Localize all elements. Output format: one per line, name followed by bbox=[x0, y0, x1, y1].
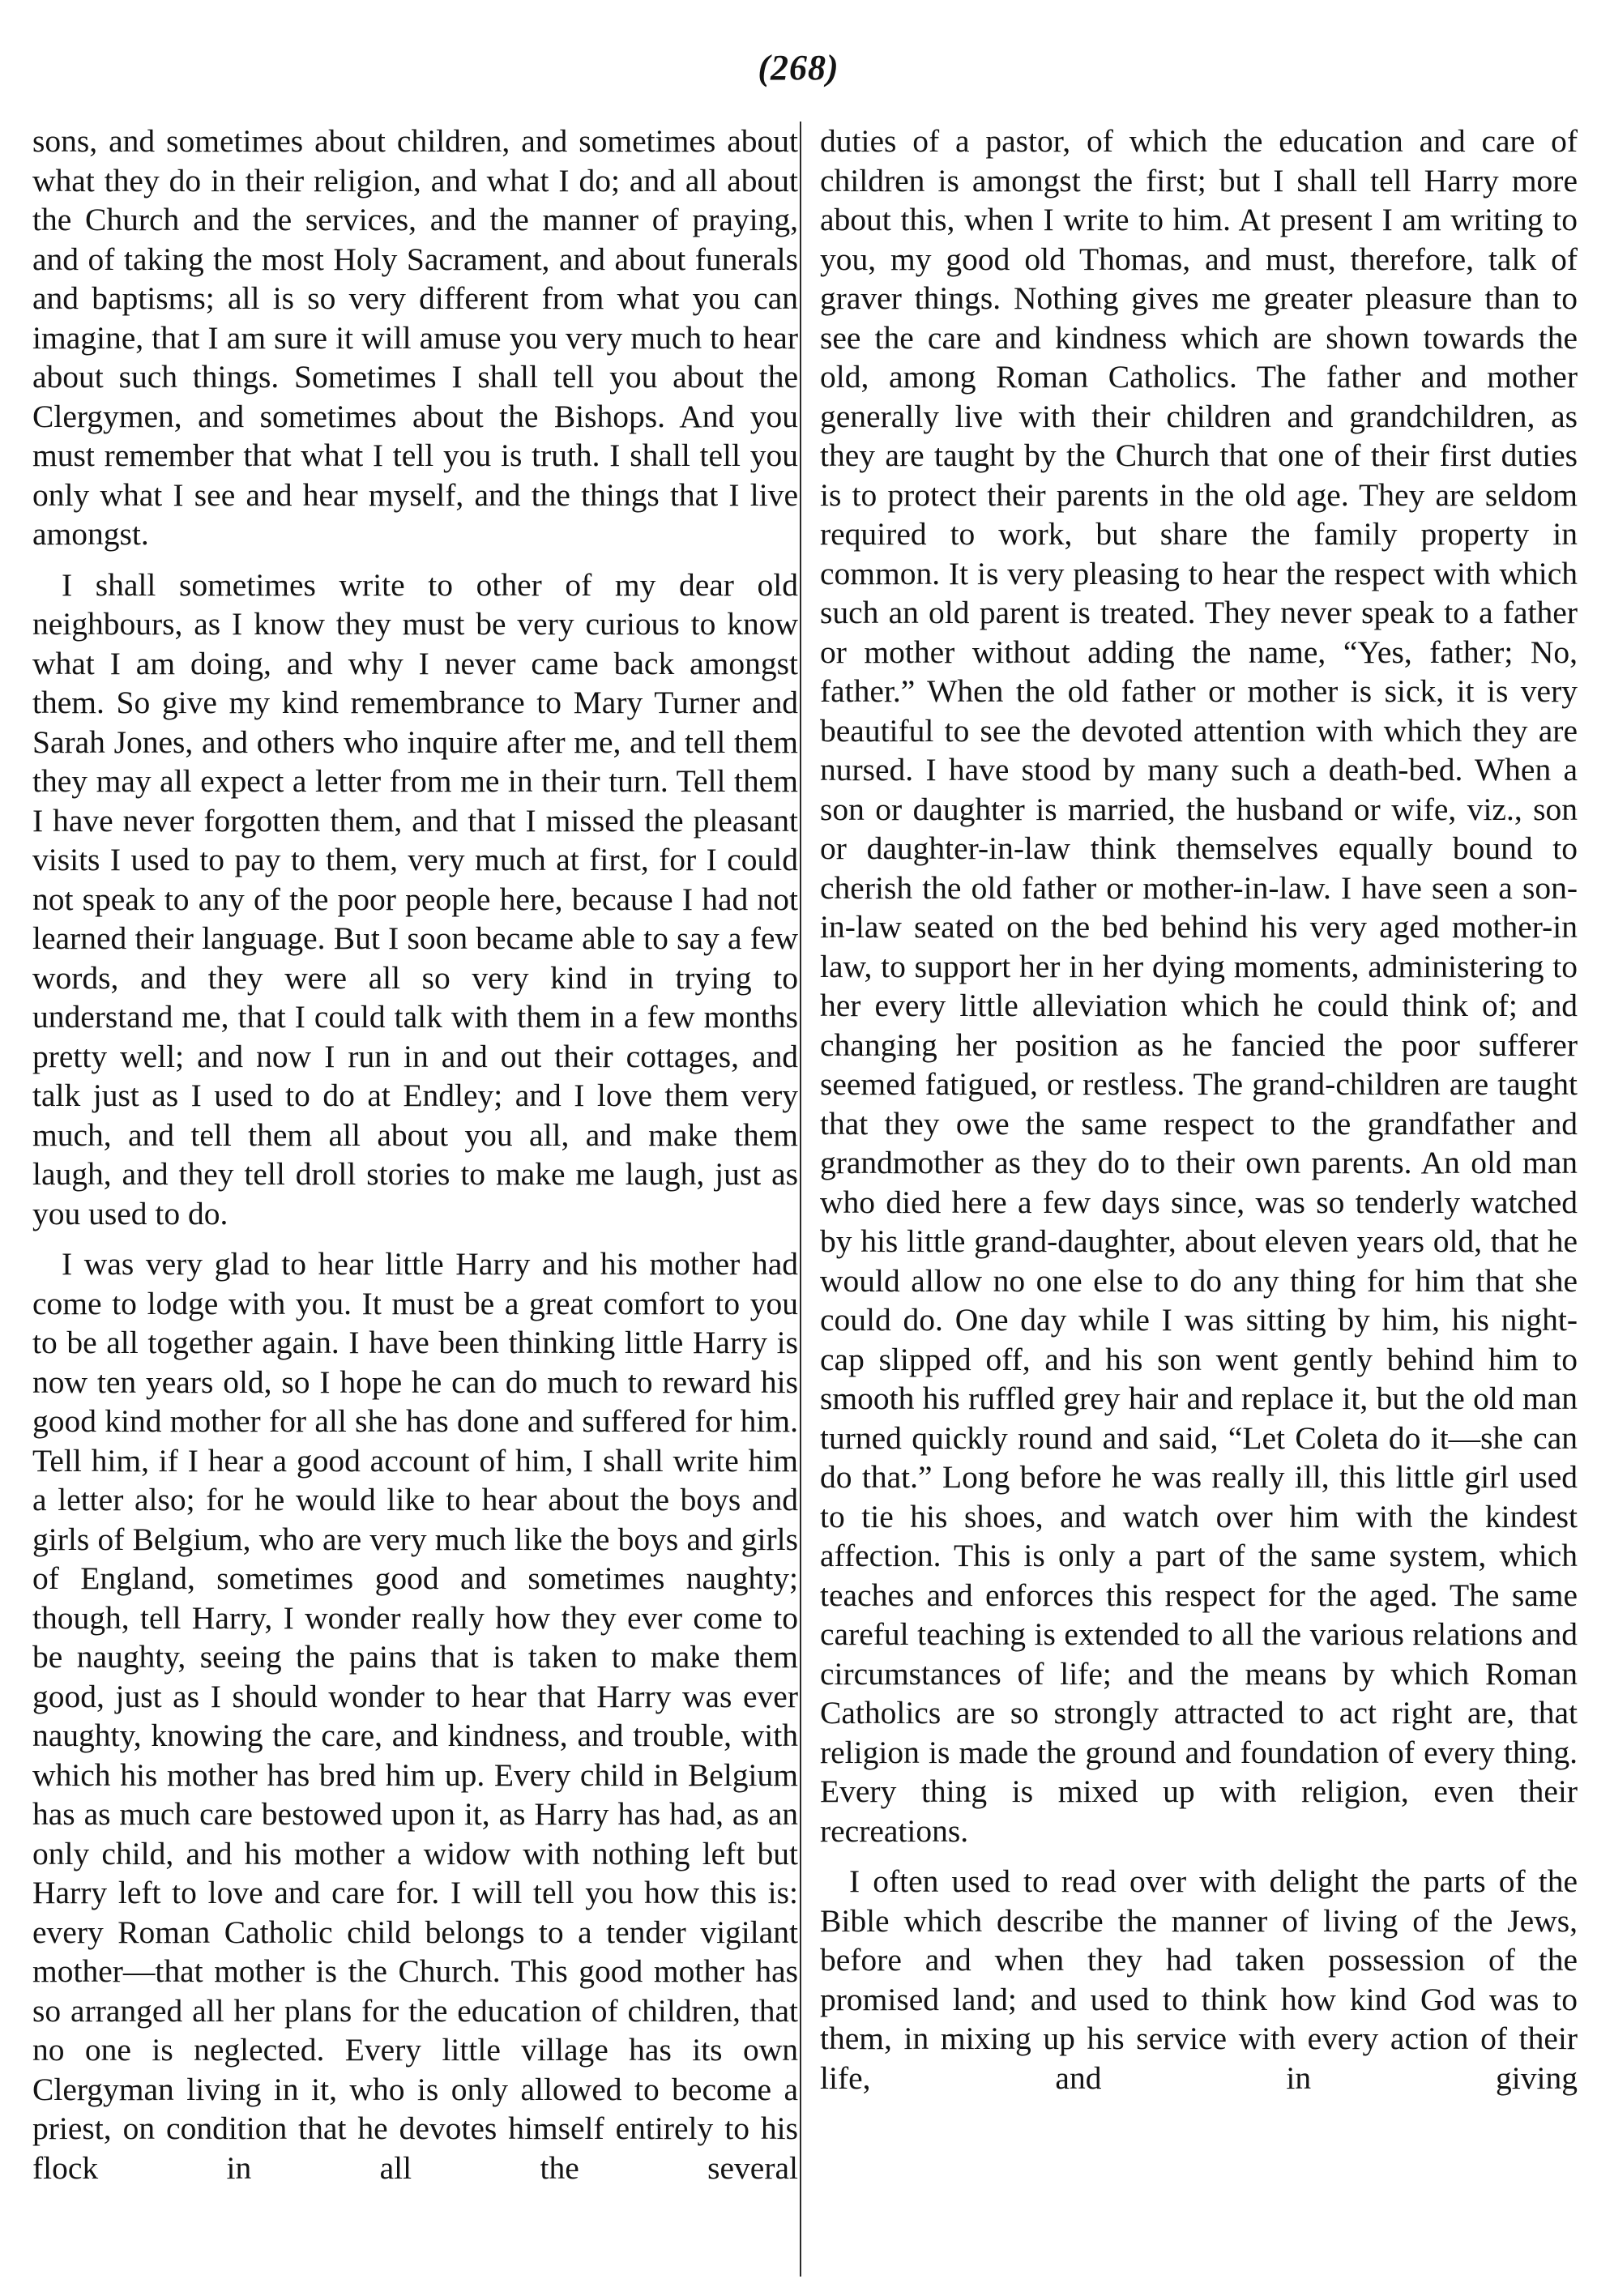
page-number: (268) bbox=[758, 48, 839, 87]
paragraph: I was very glad to hear little Harry and his mother had come to lodge with you. It must be a great comfort to you to be all together again. I have been thinking little Harry is now ten years old, so I hope he can do much to reward his good kind mother for all she has done and suffered for him. Tell him, if I hear a good account of him, I shall write him a letter also; for he would like to hear about the boys and girls of Belgium, who are very much like the boys and girls of England, sometimes good and sometimes naughty; though, tell Harry, I wonder really how they ever come to be naughty, seeing the pains that is taken to make them good, just as I should wonder to hear that Harry was ever naughty, knowing the care, and kindness, and trouble, with which his mother has bred him up. Every child in Belgium has as much care bestowed upon it, as Harry has had, as an only child, and his mother a widow with nothing left but Harry left to love and care for. I will tell you how this is: every Roman Catholic child belongs to a tender vigilant mother—that mother is the Church. This good mother has so arranged all her plans for the education of children, that no one is neglected. Every little village has its own Clergyman living in it, who is only allowed to become a priest, on condition that he devotes himself entirely to his flock in all the several bbox=[32, 1246, 798, 2186]
paragraph: I shall sometimes write to other of my dear old neighbours, as I know they must be very curious to know what I am doing, and why I never came back amongst them. So give my kind remembrance to Mary Turner and Sarah Jones, and others who inquire after me, and tell them they may all expect a letter from me in their turn. Tell them I have never forgotten them, and that I missed the pleasant visits I used to pay to them, very much at first, for I could not speak to any of the poor people here, because I had not learned their language. But I soon became able to say a few words, and they were all so very kind in trying to understand me, that I could talk with them in a few months pretty well; and now I run in and out their cottages, and talk just as I used to do at Endley; and I love them very much, and tell them all about you all, and make them laugh, and they tell droll stories to make me laugh, just as you used to do. bbox=[32, 566, 798, 1231]
paragraph: I often used to read over with delight the parts of the Bible which describe the manner of living of the Jews, before and when they had taken possession of the promised land; and used to think how kind God was to them, in mixing up his service with every action of their life, and in giving bbox=[820, 1863, 1578, 2096]
paragraph: duties of a pastor, of which the education and care of children is amongst the first; but I shall tell Harry more about this, when I write to him. At present I am writing to you, my good old Thomas, and must, therefore, talk of graver things. Nothing gives me greater pleasure than to see the care and kindness which are shown towards the old, among Roman Catholics. The father and mother generally live with their children and grandchildren, as they are taught by the Church that one of their first duties is to protect their parents in the old age. They are seldom required to work, but share the family property in common. It is very pleasing to hear the respect with which such an old parent is treated. They never speak to a father or mother without adding the name, “Yes, father; No, father.” When the old father or mother is sick, it is very beautiful to see the devoted attention with which they are nursed. I have stood by many such a death-bed. When a son or daughter is married, the husband or wife, viz., son or daughter-in-law think themselves equally bound to cherish the old father or mother-in-law. I have seen a son-in-law seated on the bed behind his very aged mother-in law, to support her in her dying moments, administering to her every little alleviation which he could think of; and changing her position as he fancied the poor sufferer seemed fatigued, or restless. The grand-children are taught that they owe the same respect to the grandfather and grandmother as they do to their own parents. An old man who died here a few days since, was so tenderly watched by his little grand-daughter, about eleven years old, that he would allow no one else to do any thing for him that she could do. One day while I was sitting by him, his night-cap slipped off, and his son went gently behind him to smooth his ruffled grey hair and replace it, but the old man turned quickly round and said, “Let Coleta do it—she can do that.” Long before he was really ill, this little girl used to tie his shoes, and watch over him with the kindest affection. This is only a part of the same system, which teaches and enforces this respect for the aged. The same careful teaching is extended to all the various relations and circumstances of life; and the means by which Roman Catholics are so strongly attracted to act right are, that religion is made the ground and foundation of every thing. Every thing is mixed up with religion, even their recreations. bbox=[820, 123, 1578, 1849]
left-column bbox=[32, 122, 798, 2199]
column-divider bbox=[800, 122, 801, 2277]
right-column bbox=[820, 122, 1578, 2109]
paragraph: sons, and sometimes about children, and sometimes about what they do in their religion, and what I do; and all about the Church and the services, and the manner of praying, and of taking the most Holy Sacrament, and about funerals and baptisms; all is so very different from what you can imagine, that I am sure it will amuse you very much to hear about such things. Sometimes I shall tell you about the Clergymen, and sometimes about the Bishops. And you must remember that what I tell you is truth. I shall tell you only what I see and hear myself, and the things that I live amongst. bbox=[32, 123, 798, 552]
